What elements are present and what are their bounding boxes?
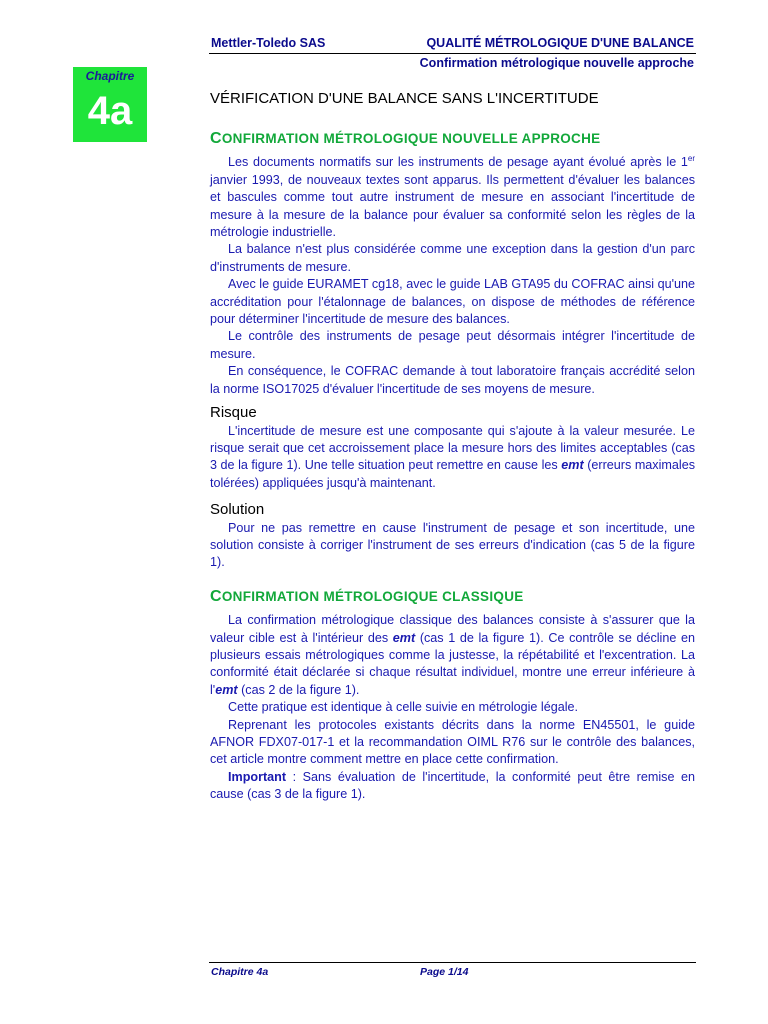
superscript: er [687,154,695,164]
subheading-solution: Solution [210,501,265,519]
footer-page-number: Page 1/14 [420,966,469,978]
heading-text: ONFIRMATION MÉTROLOGIQUE CLASSIQUE [221,588,524,604]
header-subtitle: Confirmation métrologique nouvelle approche [419,56,694,70]
paragraph: En conséquence, le COFRAC demande à tout laboratoire français accrédité selon la norme ISO17025 d'évaluer l'incertitude de ses moyens de mesure. [210,364,695,396]
page-title: VÉRIFICATION D'UNE BALANCE SANS L'INCERTITUDE [210,90,599,107]
paragraph: Pour ne pas remettre en cause l'instrument de pesage et son incertitude, une solution consiste à corriger l'instrument de ses erreurs d'indication (cas 5 de la figure 1). [210,520,695,570]
header-company: Mettler-Toledo SAS [211,36,326,50]
paragraph: Reprenant les protocoles existants décrits dans la norme EN45501, le guide AFNOR FDX07-017-1 et la recommandation OIML R76 sur le contrôle des balances, cet article montre comment mettre en place cette confirmation. [210,717,695,767]
important-label: Important [228,769,287,784]
paragraph [210,154,695,241]
emt-term: emt [392,630,416,645]
chapter-label: Chapitre [85,69,135,83]
section-heading-nouvelle-approche [210,130,695,147]
heading-initial: C [210,587,222,605]
text-run: L'incertitude de mesure est une composante qui s'ajoute à la valeur mesurée. Le risque serait que cet accroissement place la mesure hors des limites acceptables (cas 3 de la figure 1). Une telle situation peut remettre en cause les [210,423,695,473]
header-divider [209,53,696,54]
paragraph: La balance n'est plus considérée comme une exception dans la gestion d'un parc d'instruments de mesure. [210,242,695,274]
text-run: Les documents normatifs sur les instruments de pesage ayant évolué après le 1 [228,155,688,170]
paragraph [210,769,695,804]
document-body [210,130,695,804]
paragraph [210,423,695,493]
header-doc-title: QUALITÉ MÉTROLOGIQUE D'UNE BALANCE [426,36,694,50]
heading-text: ONFIRMATION MÉTROLOGIQUE NOUVELLE APPROCHE [221,131,601,146]
footer-divider [209,962,696,963]
text-run: : Sans évaluation de l'incertitude, la conformité peut être remise en cause (cas 3 de la figure 1). [210,769,695,802]
chapter-number: 4a [87,89,133,133]
subheading-risque: Risque [210,404,257,422]
section-heading-classique [210,588,695,605]
emt-term: emt [215,682,238,697]
text-run: (cas 2 de la figure 1). [237,682,360,697]
paragraph [210,612,695,699]
paragraph: Cette pratique est identique à celle suivie en métrologie légale. [228,700,579,715]
emt-term: emt [561,458,584,473]
chapter-badge [73,67,147,142]
text-run: La confirmation métrologique classique des balances consiste à s'assurer que la valeur cible est à l'intérieur des [210,613,695,645]
text-run: (erreurs maximales tolérées) appliquées jusqu'à maintenant. [210,458,696,490]
paragraph: Le contrôle des instruments de pesage peut désormais intégrer l'incertitude de mesure. [210,329,695,361]
text-run: janvier 1993, de nouveaux textes sont apparus. Ils permettent d'évaluer les balances et bascules comme tout autre instrument de mesure en associant l'incertitude de mesure à la mesure de la balance pour évaluer sa conformité selon les règles de la métrologie industrielle. [210,172,695,240]
paragraph: Avec le guide EURAMET cg18, avec le guide LAB GTA95 du COFRAC ainsi qu'une accréditation pour l'étalonnage de balances, on dispose de méthodes de référence pour déterminer l'incertitude de mesure des balances. [210,277,695,327]
footer-chapter: Chapitre 4a [211,966,269,978]
heading-initial: C [210,130,222,147]
text-run: (cas 1 de la figure 1). Ce contrôle se décline en plusieurs essais métrologiques comme la justesse, la répétabilité et l'excentration. La conformité était déclarée si chaque résultat individuel, montre une erreur inférieure à l' [210,630,695,697]
